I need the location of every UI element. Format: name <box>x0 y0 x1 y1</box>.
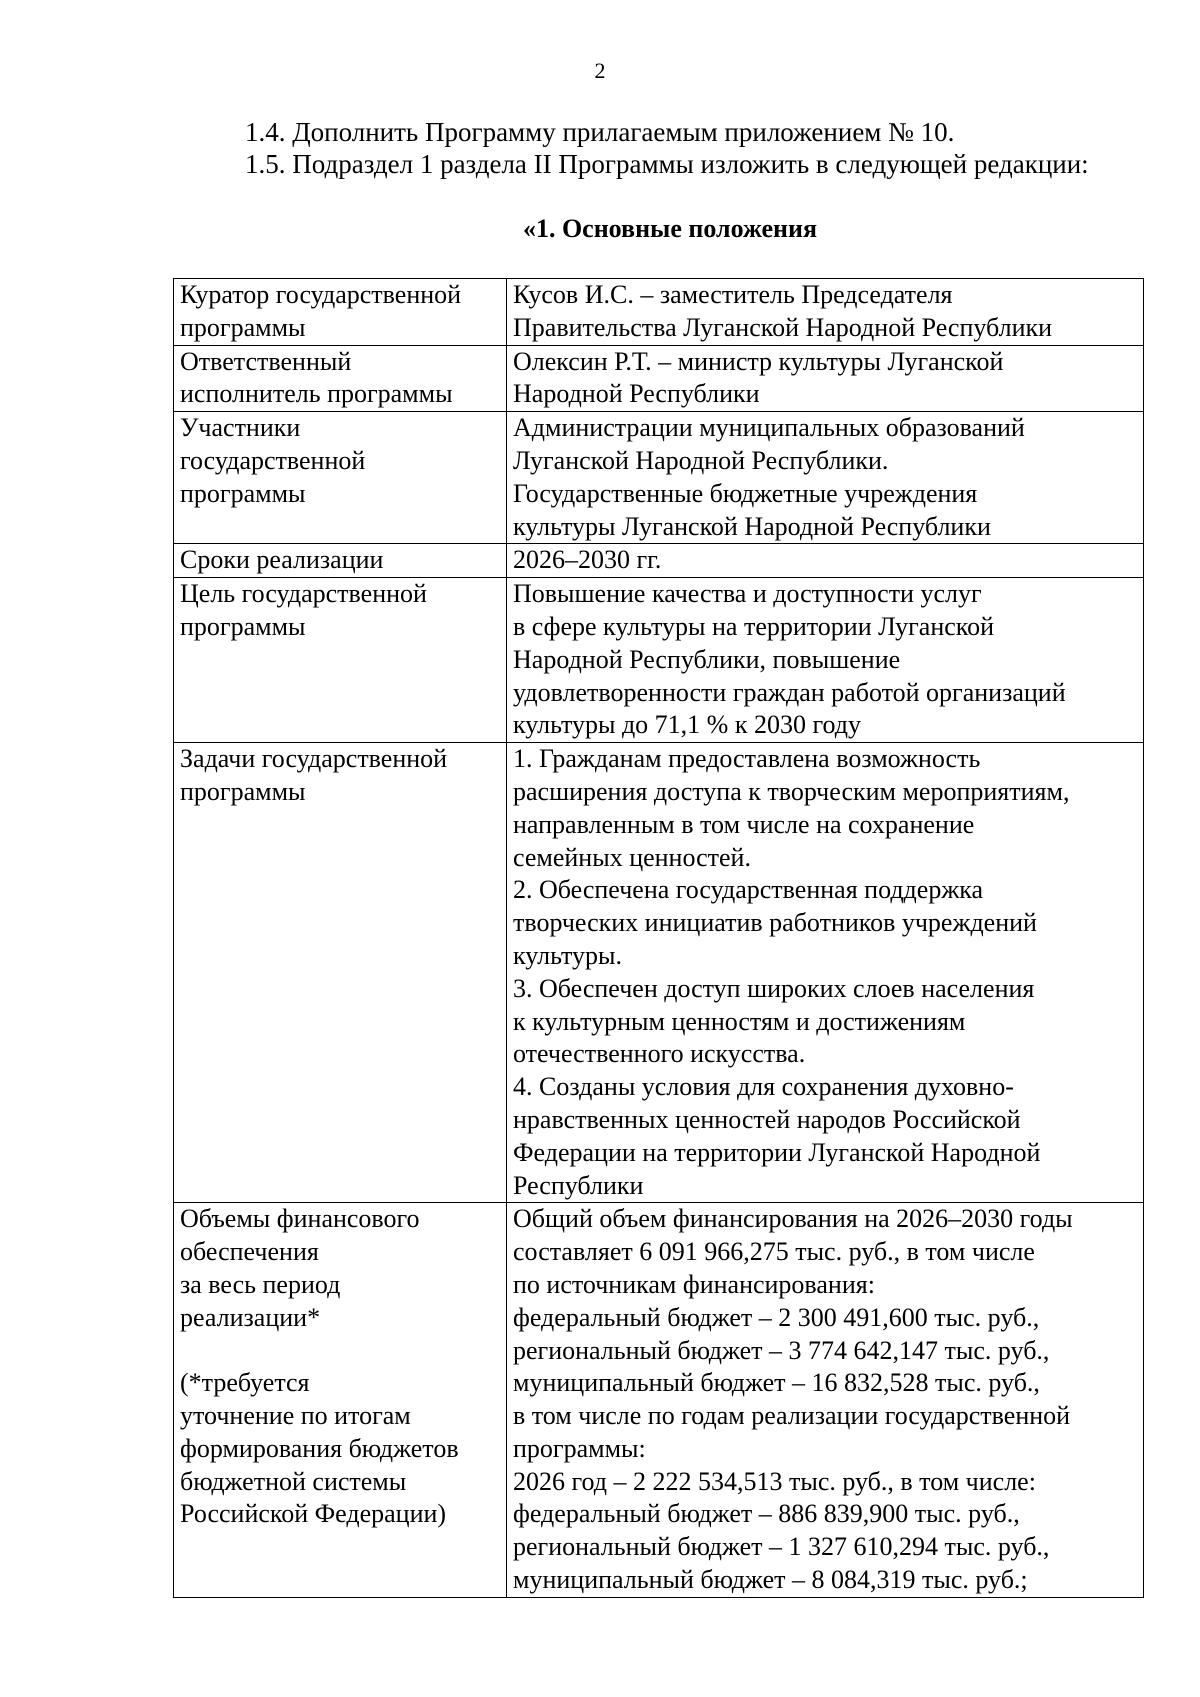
passport-table-body <box>174 279 1144 1598</box>
label-line: Российской Федерации) <box>180 1499 447 1529</box>
value-line: региональный бюджет – 1 327 610,294 тыс. руб., <box>513 1532 1050 1562</box>
value-line: Луганской Народной Республики. <box>513 445 889 475</box>
value-line: Олексин Р.Т. – министр культуры Луганской <box>513 346 1004 376</box>
value-line: по источникам финансирования: <box>513 1269 875 1299</box>
value-line: составляет 6 091 966,275 тыс. руб., в том числе <box>513 1237 1035 1267</box>
label-line: программы <box>180 478 306 508</box>
label-line: Объемы финансового <box>180 1204 420 1234</box>
value-line: Государственные бюджетные учреждения <box>513 478 978 508</box>
value-line: Федерации на территории Луганской Народной <box>513 1137 1041 1167</box>
value-line: отечественного искусства. <box>513 1039 806 1069</box>
value-line: в том числе по годам реализации государственной <box>513 1401 1071 1431</box>
program-passport-table <box>173 278 1144 1598</box>
label-line: программы <box>180 776 306 806</box>
label-line: (*требуется <box>180 1368 310 1398</box>
table-row <box>174 1203 1144 1598</box>
label-line: исполнитель программы <box>180 379 453 409</box>
paragraph-1-4: 1.4. Дополнить Программу прилагаемым приложением № 10. <box>245 117 955 147</box>
value-line: федеральный бюджет – 886 839,900 тыс. руб., <box>513 1499 1020 1529</box>
label-line: государственной <box>180 445 366 475</box>
row-value-cell <box>507 412 1144 544</box>
value-line: 4. Созданы условия для сохранения духовно- <box>513 1072 1014 1102</box>
table-row <box>174 544 1144 578</box>
value-line: семейных ценностей. <box>513 842 751 872</box>
table-row <box>174 412 1144 544</box>
label-line: бюджетной системы <box>180 1466 407 1496</box>
row-label-cell <box>174 544 507 578</box>
label-line: программы <box>180 611 306 641</box>
value-line: Народной Республики <box>513 379 760 409</box>
value-line: 2. Обеспечена государственная поддержка <box>513 875 984 905</box>
table-row <box>174 743 1144 1203</box>
label-line: Ответственный <box>180 346 352 376</box>
value-line: Республики <box>513 1170 644 1200</box>
row-value-cell <box>507 544 1144 578</box>
label-line: обеспечения <box>180 1237 319 1267</box>
section-title: «1. Основные положения <box>522 214 818 243</box>
table-row <box>174 578 1144 743</box>
label-line: Цель государственной <box>180 579 427 609</box>
value-line: Народной Республики, повышение <box>513 644 901 674</box>
row-label-cell <box>174 578 507 743</box>
table-row <box>174 345 1144 412</box>
label-line: за весь период <box>180 1269 341 1299</box>
value-line: муниципальный бюджет – 16 832,528 тыс. руб., <box>513 1368 1040 1398</box>
value-line: культуры Луганской Народной Республики <box>513 511 991 541</box>
page-number: 2 <box>594 58 606 83</box>
value-line: нравственных ценностей народов Российской <box>513 1104 1021 1134</box>
value-line: Правительства Луганской Народной Республики <box>513 312 1053 342</box>
label-line: формирования бюджетов <box>180 1433 459 1463</box>
value-line: творческих инициатив работников учреждений <box>513 908 1037 938</box>
value-line: в сфере культуры на территории Луганской <box>513 611 994 641</box>
value-line: 1. Гражданам предоставлена возможность <box>513 744 981 774</box>
value-line: направленным в том числе на сохранение <box>513 809 975 839</box>
label-line: Задачи государственной <box>180 744 448 774</box>
value-line: к культурным ценностям и достижениям <box>513 1006 966 1036</box>
value-line: удовлетворенности граждан работой организаций <box>513 677 1066 707</box>
value-line: культуры до 71,1 % к 2030 году <box>513 710 861 740</box>
label-line: уточнение по итогам <box>180 1401 411 1431</box>
label-line: Участники <box>180 413 301 443</box>
row-value-cell <box>507 578 1144 743</box>
value-line: Общий объем финансирования на 2026–2030 годы <box>513 1204 1073 1234</box>
label-line: программы <box>180 312 306 342</box>
label-line: Куратор государственной <box>180 280 462 309</box>
label-line: реализации* <box>180 1302 321 1332</box>
value-line: 3. Обеспечен доступ широких слоев населения <box>513 973 1035 1003</box>
row-label-cell <box>174 743 507 1203</box>
value-line: федеральный бюджет – 2 300 491,600 тыс. руб., <box>513 1302 1040 1332</box>
value-line: 2026 год – 2 222 534,513 тыс. руб., в том числе: <box>513 1466 1036 1496</box>
value-line: Кусов И.С. – заместитель Председателя <box>513 280 953 309</box>
row-value-cell <box>507 279 1144 346</box>
row-value-cell <box>507 1203 1144 1598</box>
row-label-cell <box>174 279 507 346</box>
paragraph-1-5: 1.5. Подраздел 1 раздела II Программы изложить в следующей редакции: <box>245 149 1089 179</box>
value-line: Администрации муниципальных образований <box>513 413 1025 443</box>
value-line: муниципальный бюджет – 8 084,319 тыс. руб.; <box>513 1565 1028 1595</box>
row-label-cell <box>174 412 507 544</box>
value-line: 2026–2030 гг. <box>513 545 662 575</box>
row-label-cell <box>174 345 507 412</box>
label-line <box>180 1335 500 1368</box>
row-label-cell <box>174 1203 507 1598</box>
value-line: расширения доступа к творческим мероприятиям, <box>513 776 1070 806</box>
row-value-cell <box>507 743 1144 1203</box>
row-value-cell <box>507 345 1144 412</box>
label-line: Сроки реализации <box>180 545 384 575</box>
table-row <box>174 279 1144 346</box>
value-line: культуры. <box>513 940 622 970</box>
value-line: региональный бюджет – 3 774 642,147 тыс. руб., <box>513 1335 1050 1365</box>
value-line: Повышение качества и доступности услуг <box>513 579 982 609</box>
value-line: программы: <box>513 1433 646 1463</box>
